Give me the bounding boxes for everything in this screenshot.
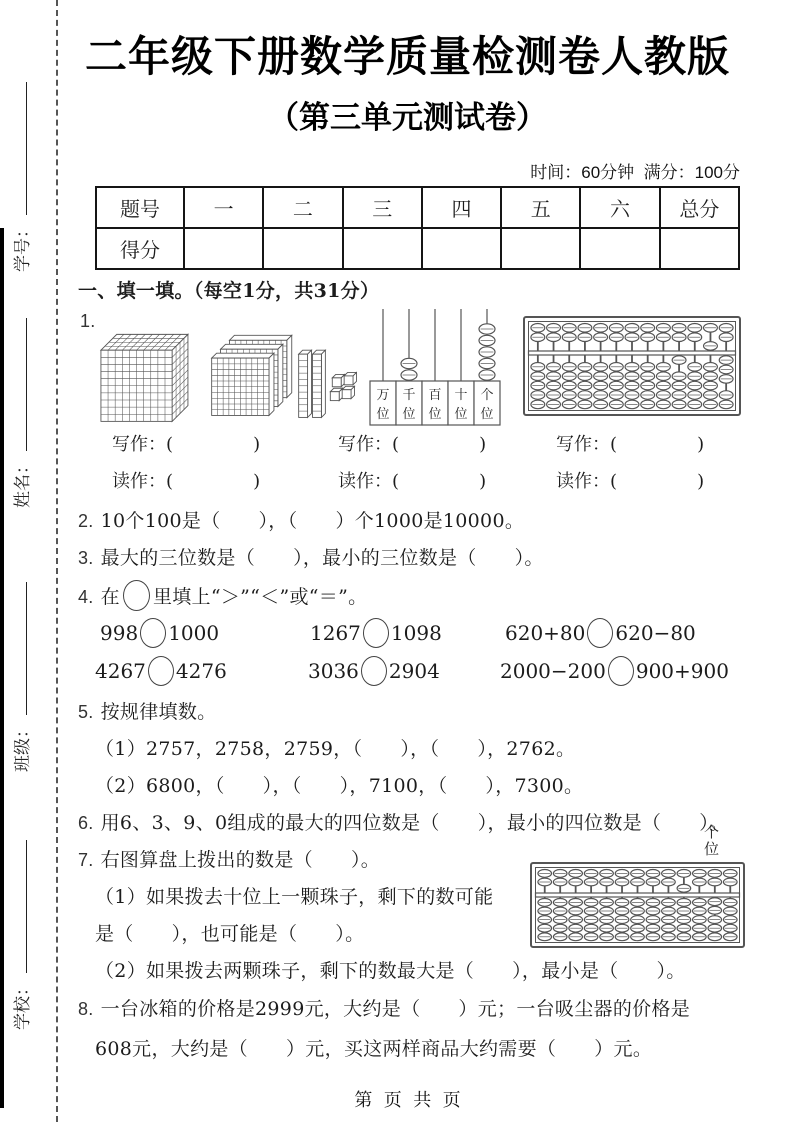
read-answer-blank: 读作：( ) — [112, 471, 261, 492]
question-5-sub-1: （1）2757，2758，2759，（ ），（ ），2762。 — [95, 738, 576, 760]
score-header-row — [96, 187, 739, 228]
score-cell — [263, 228, 342, 269]
read-answer-blank: 读作：( ) — [338, 471, 487, 492]
student-number-label: 学号： — [12, 221, 33, 272]
comparison-circle-icon — [363, 618, 389, 648]
question-5-sub-2: （2）6800，（ ），（ ），7100，（ ），7300。 — [95, 775, 584, 797]
score-column-3: 三 — [343, 187, 422, 228]
circle-blank-icon — [123, 580, 150, 611]
svg-text:位: 位 — [428, 407, 442, 422]
comparison-circle-icon — [140, 618, 166, 648]
page-edge-line — [0, 228, 4, 1108]
write-answer-blank: 写作：( ) — [556, 434, 705, 455]
dashed-cut-line — [56, 0, 58, 1122]
svg-text:个: 个 — [480, 388, 494, 403]
score-column-1: 一 — [184, 187, 263, 228]
score-cell — [660, 228, 739, 269]
q7-abacus-svg — [530, 862, 745, 948]
student-number-blank — [14, 82, 27, 215]
score-cell — [580, 228, 659, 269]
place-value-rack-svg — [368, 303, 503, 427]
margin-field-name — [8, 318, 32, 508]
abacus-svg — [523, 316, 741, 416]
question-7-sub-1a: （1）如果拨去十位上一颗珠子，剩下的数可能 — [95, 886, 494, 908]
class-blank — [14, 582, 27, 715]
comparison-item: 620+80 620−80 — [505, 618, 696, 648]
svg-text:万: 万 — [376, 388, 390, 403]
school-blank — [14, 840, 27, 973]
question-4: 4. 在 里填上“＞”“＜”或“＝”。 — [78, 580, 367, 611]
score-column-6: 六 — [580, 187, 659, 228]
margin-field-school — [8, 840, 32, 1030]
score-cell — [422, 228, 501, 269]
page-subtitle: （第三单元测试卷） — [268, 100, 547, 135]
question-2: 2. 10个100是（ ），（ ）个1000是10000。 — [78, 510, 525, 532]
svg-text:位: 位 — [402, 407, 416, 422]
abacus-figure — [523, 316, 741, 416]
name-blank — [14, 318, 27, 451]
score-column-5: 五 — [501, 187, 580, 228]
write-answer-blank: 写作：( ) — [338, 434, 487, 455]
question-3: 3. 最大的三位数是（ ），最小的三位数是（ ）。 — [78, 547, 544, 569]
page-title: 二年级下册数学质量检测卷人教版 — [84, 33, 730, 80]
svg-text:百: 百 — [428, 388, 442, 403]
svg-text:位: 位 — [454, 407, 468, 422]
question-8-line-2: 608元，大约是（ ）元，买这两样商品大约需要（ ）元。 — [95, 1038, 653, 1060]
base-ten-blocks-svg — [95, 310, 357, 424]
score-value-row — [96, 228, 739, 269]
question-7: 7. 右图算盘上拨出的数是（ ）。 — [78, 849, 381, 871]
comparison-item: 2000−200 900+900 — [500, 656, 729, 686]
read-answer-blank: 读作：( ) — [556, 471, 705, 492]
page-footer: 第 页 共 页 — [354, 1090, 461, 1111]
unit-place-label: 个位 — [702, 824, 720, 858]
question-8-line-1: 8. 一台冰箱的价格是2999元，大约是（ ）元；一台吸尘器的价格是 — [78, 998, 691, 1020]
comparison-item: 4267 4276 — [95, 656, 227, 686]
question-7-sub-1b: 是（ ），也可能是（ ）。 — [95, 923, 365, 945]
base-ten-blocks-figure — [95, 310, 357, 424]
comparison-item: 998 1000 — [100, 618, 219, 648]
score-column-2: 二 — [263, 187, 342, 228]
q7-abacus-figure — [530, 862, 745, 948]
score-table — [95, 186, 740, 270]
comparison-circle-icon — [148, 656, 174, 686]
school-label: 学校： — [12, 979, 33, 1030]
comparison-circle-icon — [608, 656, 634, 686]
margin-field-student-number — [8, 82, 32, 272]
name-label: 姓名： — [12, 457, 33, 508]
score-cell — [184, 228, 263, 269]
exam-meta: 时间：60分钟 满分：100分 — [530, 163, 740, 182]
comparison-circle-icon — [587, 618, 613, 648]
comparison-item: 3036 2904 — [308, 656, 440, 686]
margin-field-class — [8, 582, 32, 772]
question-1-number: 1. — [80, 311, 96, 331]
question-6: 6. 用6、3、9、0组成的最大的四位数是（ ），最小的四位数是（ ）。 — [78, 812, 729, 834]
write-answer-blank: 写作：( ) — [112, 434, 261, 455]
score-row-label: 得分 — [96, 228, 184, 269]
svg-text:位: 位 — [376, 407, 390, 422]
score-cell — [343, 228, 422, 269]
svg-text:千: 千 — [402, 388, 416, 403]
score-column-total: 总分 — [660, 187, 739, 228]
place-value-rack-figure — [368, 303, 503, 427]
score-column-4: 四 — [422, 187, 501, 228]
svg-text:位: 位 — [480, 407, 494, 422]
question-5: 5. 按规律填数。 — [78, 701, 217, 723]
comparison-item: 1267 1098 — [310, 618, 442, 648]
section-one-heading: 一、填一填。（每空1分，共31分） — [78, 280, 380, 302]
svg-text:十: 十 — [454, 388, 468, 403]
score-table-corner: 题号 — [96, 187, 184, 228]
question-7-sub-2: （2）如果拨去两颗珠子，剩下的数最大是（ ），最小是（ ）。 — [95, 960, 686, 982]
comparison-circle-icon — [361, 656, 387, 686]
class-label: 班级： — [12, 721, 33, 772]
score-cell — [501, 228, 580, 269]
